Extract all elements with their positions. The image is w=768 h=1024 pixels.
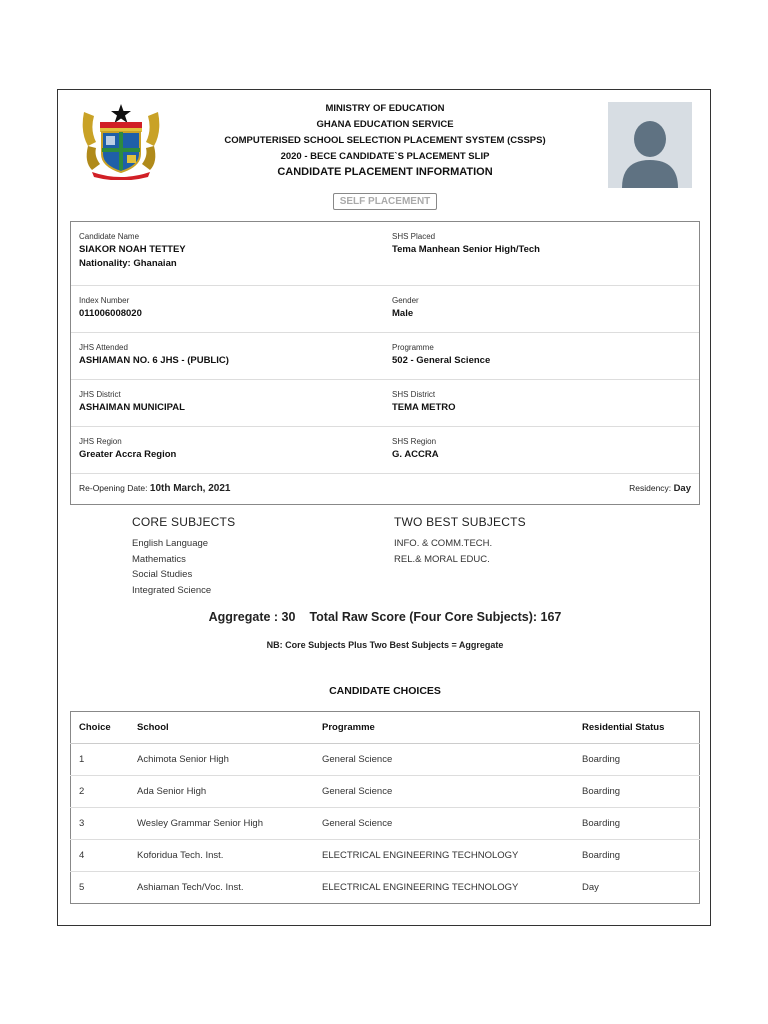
candidate-photo (608, 102, 692, 188)
column-header-school: School (129, 712, 314, 744)
best-subjects (394, 515, 526, 567)
jhs-region: Greater Accra Region (79, 449, 177, 460)
table-row (71, 840, 700, 872)
core-subjects (132, 515, 235, 598)
list-item: REL.& MORAL EDUC. (394, 553, 490, 565)
residency-value: Day (673, 483, 691, 494)
residency (629, 483, 691, 494)
jhs-attended: ASHIAMAN NO. 6 JHS - (PUBLIC) (79, 355, 229, 366)
table-row (71, 808, 700, 840)
choice-number: 5 (79, 882, 85, 893)
placement-slip (57, 89, 711, 926)
choice-programme: ELECTRICAL ENGINEERING TECHNOLOGY (322, 882, 519, 893)
list-item: Social Studies (132, 569, 193, 580)
list-item: INFO. & COMM.TECH. (394, 538, 493, 549)
system-heading: COMPUTERISED SCHOOL SELECTION PLACEMENT SYSTEM (CSSPS) (224, 135, 546, 146)
choice-residential-status: Day (582, 882, 599, 893)
choice-programme: ELECTRICAL ENGINEERING TECHNOLOGY (314, 840, 574, 872)
info-row (71, 333, 699, 380)
list-item: English Language (132, 538, 209, 549)
jhs-district-label: JHS District (79, 390, 121, 399)
best-subjects-title: TWO BEST SUBJECTS (394, 515, 526, 529)
index-number-label: Index Number (79, 296, 130, 305)
choice-number: 1 (71, 744, 130, 776)
choice-school: Wesley Grammar Senior High (129, 808, 314, 840)
choice-residential-status: Boarding (574, 744, 700, 776)
core-subjects-list (132, 536, 235, 598)
ministry-heading: MINISTRY OF EDUCATION (325, 103, 445, 114)
shs-placed: Tema Manhean Senior High/Tech (392, 244, 540, 255)
score-summary (58, 610, 712, 624)
info-row (71, 474, 699, 504)
candidate-info-table (70, 221, 700, 505)
column-header-programme: Programme (314, 712, 574, 744)
info-row (71, 286, 699, 333)
choice-school: Ada Senior High (129, 776, 314, 808)
table-row (71, 744, 700, 776)
choices-title: CANDIDATE CHOICES (329, 685, 441, 697)
aggregate-note: NB: Core Subjects Plus Two Best Subjects = Aggregate (266, 640, 504, 650)
choice-programme: General Science (314, 808, 574, 840)
shs-region: G. ACCRA (392, 449, 439, 460)
service-heading: GHANA EDUCATION SERVICE (316, 119, 454, 130)
total-raw-score: Total Raw Score (Four Core Subjects): 167 (309, 610, 562, 624)
core-subjects-title: CORE SUBJECTS (132, 515, 236, 529)
gender: Male (392, 308, 414, 319)
info-row (71, 380, 699, 427)
residency-label: Residency: (629, 483, 672, 493)
slip-heading: 2020 - BECE CANDIDATE`S PLACEMENT SLIP (280, 151, 490, 162)
aggregate: Aggregate : 30 (208, 610, 296, 624)
shs-district: TEMA METRO (392, 402, 456, 413)
gender-label: Gender (392, 296, 419, 305)
column-header-residential-status: Residential Status (574, 712, 700, 744)
list-item: Mathematics (132, 553, 186, 565)
jhs-region-label: JHS Region (79, 437, 122, 446)
nationality: Nationality: Ghanaian (79, 258, 177, 269)
info-row (71, 222, 699, 286)
choice-programme: General Science (314, 744, 574, 776)
choice-number: 2 (71, 776, 130, 808)
reopening-date-value: 10th March, 2021 (149, 483, 231, 494)
shs-region-label: SHS Region (392, 437, 437, 446)
choice-residential-status: Boarding (574, 776, 700, 808)
info-row (71, 427, 699, 474)
candidate-name-label: Candidate Name (79, 232, 140, 241)
index-number: 011006008020 (79, 308, 142, 319)
choice-school: Achimota Senior High (129, 744, 314, 776)
page-title: CANDIDATE PLACEMENT INFORMATION (277, 166, 493, 178)
shs-district-label: SHS District (392, 390, 436, 399)
candidate-choices-table (70, 711, 700, 904)
candidate-name: SIAKOR NOAH TETTEY (79, 244, 186, 255)
jhs-district: ASHAIMAN MUNICIPAL (79, 402, 185, 413)
shs-placed-label: SHS Placed (392, 232, 436, 241)
choice-number: 3 (71, 808, 130, 840)
reopening-date-label: Re-Opening Date: (79, 483, 148, 493)
programme-label: Programme (392, 343, 434, 352)
table-row (71, 776, 700, 808)
choice-school: Ashiaman Tech/Voc. Inst. (137, 882, 244, 893)
list-item: Integrated Science (132, 584, 212, 596)
best-subjects-list (394, 536, 526, 567)
choice-programme: General Science (314, 776, 574, 808)
jhs-attended-label: JHS Attended (79, 343, 128, 352)
self-placement-badge: SELF PLACEMENT (333, 193, 437, 210)
column-header-choice: Choice (71, 712, 130, 744)
choice-number: 4 (71, 840, 130, 872)
table-header-row (71, 712, 700, 744)
reopening-date (79, 483, 231, 494)
avatar-icon (608, 102, 692, 188)
choice-residential-status: Boarding (574, 840, 700, 872)
programme: 502 - General Science (392, 355, 491, 366)
table-row (71, 872, 700, 904)
choice-residential-status: Boarding (574, 808, 700, 840)
choice-school: Koforidua Tech. Inst. (129, 840, 314, 872)
